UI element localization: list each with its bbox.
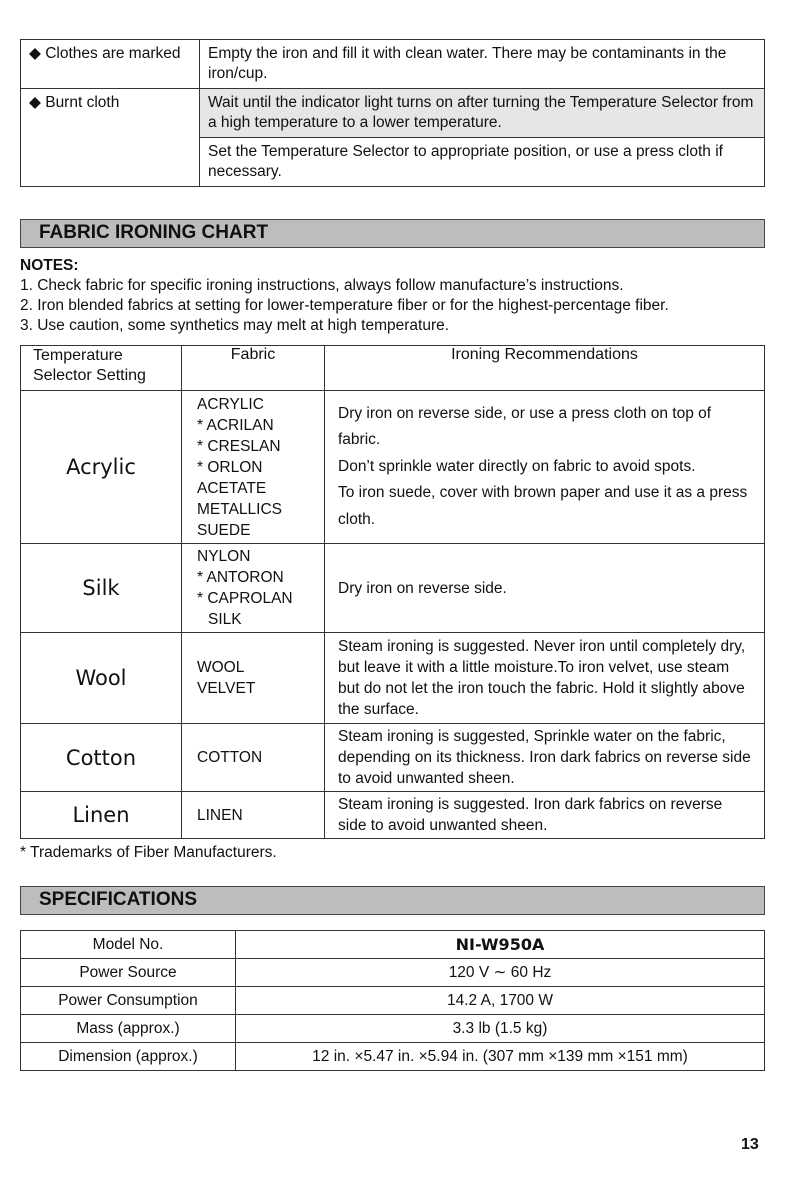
recommendation-cell — [325, 633, 765, 724]
recommendation-text: Steam ironing is suggested, Sprinkle water on the fabric, depending on its thickness. Iron dark fabrics on reverse side to avoid unwanted sheen. — [338, 728, 751, 787]
recommendation-text: Steam ironing is suggested. Never iron until completely dry, but leave it with a little moisture.To iron velvet, use steam but do not let the iron touch the fabric. Hold it slightly above the surface. — [338, 638, 746, 718]
fabric-name: NYLON — [197, 548, 251, 565]
troubleshooting-table — [20, 39, 765, 187]
setting-cell: Cotton — [21, 724, 182, 792]
table-row — [21, 544, 765, 633]
recommendation-text: Dry iron on reverse side. — [338, 579, 507, 597]
table-row — [21, 89, 765, 138]
recommendation-cell — [325, 391, 765, 544]
page-number: 13 — [741, 1136, 759, 1153]
fabric-name: * ANTORON — [197, 569, 284, 586]
table-row — [21, 931, 765, 959]
column-header-recommendations: Ironing Recommendations — [325, 346, 765, 391]
fabric-cell — [182, 724, 325, 792]
section-title: SPECIFICATIONS — [39, 889, 197, 910]
remedy-cell: Wait until the indicator light turns on after turning the Temperature Selector from a high temperature to a lower temperature. — [200, 89, 765, 138]
recommendation-text: To iron suede, cover with brown paper and use it as a press cloth. — [338, 484, 748, 528]
table-row — [21, 40, 765, 89]
recommendation-cell — [325, 792, 765, 839]
table-header-row — [21, 346, 765, 391]
spec-label: Mass (approx.) — [21, 1015, 236, 1043]
spec-value: 14.2 A, 1700 W — [236, 987, 765, 1015]
spec-label: Power Consumption — [21, 987, 236, 1015]
header-line: Selector Setting — [33, 367, 146, 384]
spec-label: Dimension (approx.) — [21, 1043, 236, 1071]
specifications-heading-bar — [20, 886, 765, 915]
spec-value: 12 in. ×5.47 in. ×5.94 in. (307 mm ×139 mm ×151 mm) — [236, 1043, 765, 1071]
table-row — [21, 959, 765, 987]
notes-block — [20, 256, 780, 336]
setting-cell: Silk — [21, 544, 182, 633]
fabric-name: * ACRILAN — [197, 416, 274, 434]
fabric-name: SUEDE — [197, 521, 251, 539]
fabric-name: LINEN — [197, 806, 243, 824]
recommendation-text: Dry iron on reverse side, or use a press cloth on top of fabric. — [338, 404, 712, 449]
column-header-fabric: Fabric — [182, 346, 325, 391]
note-item: 1. Check fabric for specific ironing instructions, always follow manufacture’s instructions. — [20, 277, 624, 294]
header-line: Temperature — [33, 347, 123, 364]
fabric-cell — [182, 792, 325, 839]
fabric-ironing-table — [20, 345, 765, 839]
fabric-name: SILK — [208, 611, 242, 628]
recommendation-text: Don’t sprinkle water directly on fabric to avoid spots. — [338, 457, 696, 475]
problem-cell: ◆ Clothes are marked — [21, 40, 200, 89]
spec-label: Model No. — [21, 931, 236, 959]
spec-value: NI-W950A — [236, 931, 765, 959]
fabric-name: METALLICS — [197, 500, 282, 518]
table-row — [21, 792, 765, 839]
fabric-name: * ORLON — [197, 458, 263, 476]
remedy-cell: Empty the iron and fill it with clean water. There may be contaminants in the iron/cup. — [200, 40, 765, 89]
column-header-setting — [21, 346, 182, 391]
recommendation-cell — [325, 724, 765, 792]
table-row — [21, 724, 765, 792]
section-title: FABRIC IRONING CHART — [39, 222, 269, 243]
fabric-name: COTTON — [197, 749, 263, 766]
fabric-name: * CRESLAN — [197, 437, 281, 455]
table-row — [21, 1043, 765, 1071]
note-item: 3. Use caution, some synthetics may melt at high temperature. — [20, 317, 450, 334]
trademark-footnote: * Trademarks of Fiber Manufacturers. — [20, 844, 277, 861]
remedy-cell: Set the Temperature Selector to appropriate position, or use a press cloth if necessary. — [200, 138, 765, 187]
setting-cell: Wool — [21, 633, 182, 724]
fabric-cell — [182, 633, 325, 724]
fabric-name: * CAPROLAN — [197, 590, 293, 607]
fabric-name: ACETATE — [197, 479, 267, 497]
table-row — [21, 987, 765, 1015]
setting-cell: Acrylic — [21, 391, 182, 544]
table-row — [21, 633, 765, 724]
fabric-cell — [182, 391, 325, 544]
table-row — [21, 1015, 765, 1043]
spec-label: Power Source — [21, 959, 236, 987]
notes-title: NOTES: — [20, 257, 79, 274]
fabric-name: ACRYLIC — [197, 395, 264, 413]
fabric-cell — [182, 544, 325, 633]
recommendation-cell — [325, 544, 765, 633]
problem-cell: ◆ Burnt cloth — [21, 89, 200, 187]
recommendation-text: Steam ironing is suggested. Iron dark fabrics on reverse side to avoid unwanted sheen. — [338, 796, 723, 834]
specifications-table — [20, 930, 765, 1071]
fabric-name: VELVET — [197, 680, 256, 697]
fabric-name: WOOL — [197, 659, 245, 676]
spec-value: 120 V ∼ 60 Hz — [236, 959, 765, 987]
setting-cell: Linen — [21, 792, 182, 839]
table-row — [21, 391, 765, 544]
note-item: 2. Iron blended fabrics at setting for lower-temperature fiber or for the highest-percentage fiber. — [20, 297, 669, 314]
spec-value: 3.3 lb (1.5 kg) — [236, 1015, 765, 1043]
fabric-chart-heading-bar — [20, 219, 765, 248]
